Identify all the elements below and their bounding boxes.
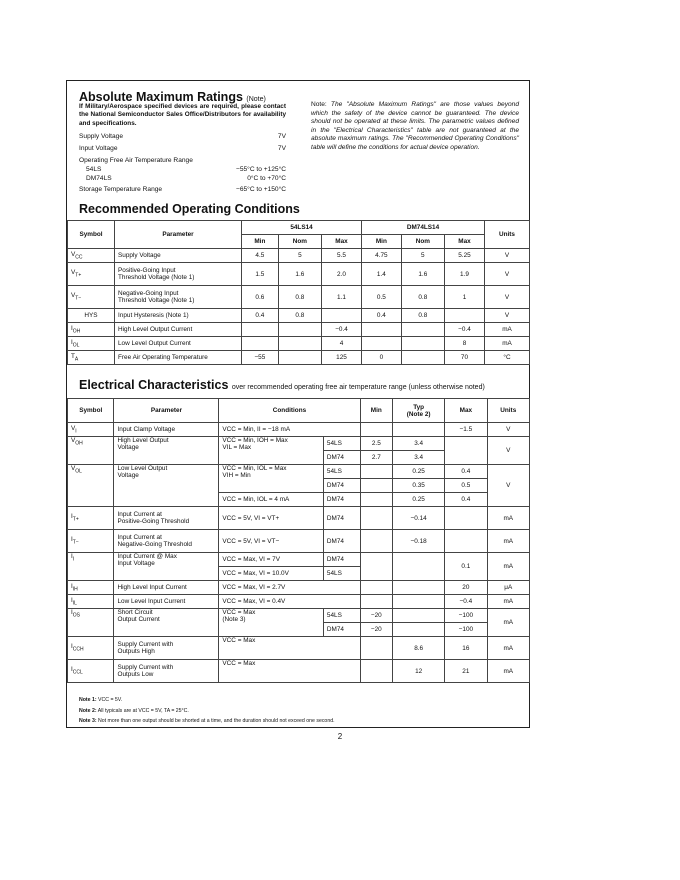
table-row: $V_{OH}$ High Level Output Voltage VCC = Min, IOH = Max VIL = Max 54LS 2.5 3.4 V: [68, 437, 530, 451]
table-row: $I_{OL}$ Low Level Output Current 4 8 mA: [68, 337, 530, 351]
table-row: $I_{IL}$ Low Level Input Current VCC = Max, VI = 0.4V −0.4 mA: [68, 595, 530, 609]
ec-heading: Electrical Characteristics over recommended operating free air temperature range (unless otherwise noted): [79, 378, 485, 392]
col-max: Max: [444, 235, 484, 249]
page-number: 2: [337, 732, 343, 741]
table-row: VCC = Max, VI = 10.0V 54LS: [68, 567, 530, 581]
table-row: $V_I$ Input Clamp Voltage VCC = Min, II = −18 mA −1.5 V: [68, 423, 530, 437]
amr-note: Note: The "Absolute Maximum Ratings" are those values beyond which the safety of the device cannot be guaranteed. The device should not be operated at these limits. The parametric values defined in the "Electrical Characteristics" table are not guaranteed at the absolute maximum ratings. The "Recommended Operating Conditions" table will define the conditions for actual device operation.: [311, 101, 519, 151]
table-row: $I_{IH}$ High Level Input Current VCC = Max, VI = 2.7V 20 μA: [68, 581, 530, 595]
col-symbol: Symbol: [68, 221, 115, 249]
footnotes: [79, 695, 335, 727]
table-row: $V_{T+}$ Positive-Going Input Threshold Voltage (Note 1) 1.5 1.6 2.0 1.4 1.6 1.9 V: [68, 263, 530, 286]
col-conditions: Conditions: [219, 399, 360, 423]
col-parameter: Parameter: [115, 221, 242, 249]
note-2: Note 2: All typicals are at VCC = 5V, TA = 25°C.: [79, 707, 189, 714]
col-units: Units: [485, 221, 530, 249]
table-row: $I_{OS}$ Short Circuit Output Current VCC = Max (Note 3) 54LS −20 −100 mA: [68, 609, 530, 623]
table-row: DM74 0.35 0.5: [68, 479, 530, 493]
table-row: $V_{T-}$ Negative-Going Input Threshold Voltage (Note 1) 0.6 0.8 1.1 0.5 0.8 1 V: [68, 286, 530, 309]
table-row: $V_{CC}$ Supply Voltage 4.5 5 5.5 4.75 5 5.25 V: [68, 249, 530, 263]
table-row: $I_{CCL}$ Supply Current with Outputs Low VCC = Max 12 21 mA: [68, 660, 530, 683]
table-row: $I_{T-}$ Input Current at Negative-Going Threshold VCC = 5V, VI = VT− DM74 −0.18 mA: [68, 530, 530, 553]
table-row: $V_{OL}$ Low Level Output Voltage VCC = Min, IOL = Max VIH = Min 54LS 0.25 0.4 V: [68, 465, 530, 479]
col-units: Units: [487, 399, 529, 423]
col-group-54ls14: 54LS14: [242, 221, 362, 235]
note-1: Note 1: VCC = 5V.: [79, 697, 123, 703]
amr-row: 54LS −55°C to +125°C: [86, 166, 286, 173]
col-nom: Nom: [278, 235, 321, 249]
amr-row: Operating Free Air Temperature Range: [79, 157, 193, 164]
col-min: Min: [362, 235, 402, 249]
amr-row: Supply Voltage 7V: [79, 133, 286, 140]
amr-contact-text: If Military/Aerospace specified devices are required, please contact the National Semiconductor Sales Office/Distributors for availability and specifications.: [79, 103, 286, 127]
ec-table: [67, 398, 530, 683]
amr-row: Input Voltage 7V: [79, 145, 286, 152]
col-max: Max: [445, 399, 487, 423]
amr-row: Storage Temperature Range −65°C to +150°C: [79, 186, 286, 193]
col-min: Min: [360, 399, 393, 423]
amr-row: DM74LS 0°C to +70°C: [86, 175, 286, 182]
table-row: DM74 2.7 3.4: [68, 451, 530, 465]
col-parameter: Parameter: [114, 399, 219, 423]
table-row: $I_{T+}$ Input Current at Positive-Going Threshold VCC = 5V, VI = VT+ DM74 −0.14 mA: [68, 507, 530, 530]
table-row: DM74 −20 −100: [68, 623, 530, 637]
table-row: HYS Input Hysteresis (Note 1) 0.4 0.8 0.4 0.8 V: [68, 309, 530, 323]
table-row: $I_{CCH}$ Supply Current with Outputs High VCC = Max 8.6 16 mA: [68, 637, 530, 660]
table-row: $I_{OH}$ High Level Output Current −0.4 −0.4 mA: [68, 323, 530, 337]
col-max: Max: [321, 235, 361, 249]
amr-heading: Absolute Maximum Ratings (Note): [79, 90, 266, 104]
col-group-dm74ls14: DM74LS14: [362, 221, 485, 235]
col-min: Min: [242, 235, 279, 249]
col-nom: Nom: [401, 235, 444, 249]
datasheet-frame: [66, 80, 530, 728]
table-row: $T_A$ Free Air Operating Temperature −55 125 0 70 °C: [68, 351, 530, 365]
col-symbol: Symbol: [68, 399, 114, 423]
roc-table: [67, 220, 530, 365]
roc-heading: Recommended Operating Conditions: [79, 202, 300, 216]
table-row: $I_I$ Input Current @ Max Input Voltage VCC = Max, VI = 7V DM74 0.1 mA: [68, 553, 530, 567]
col-typ: Typ (Note 2): [393, 399, 445, 423]
table-row: VCC = Min, IOL = 4 mA DM74 0.25 0.4: [68, 493, 530, 507]
note-3: Note 3: Not more than one output should be shorted at a time, and the duration should not exceed one second.: [79, 718, 335, 724]
